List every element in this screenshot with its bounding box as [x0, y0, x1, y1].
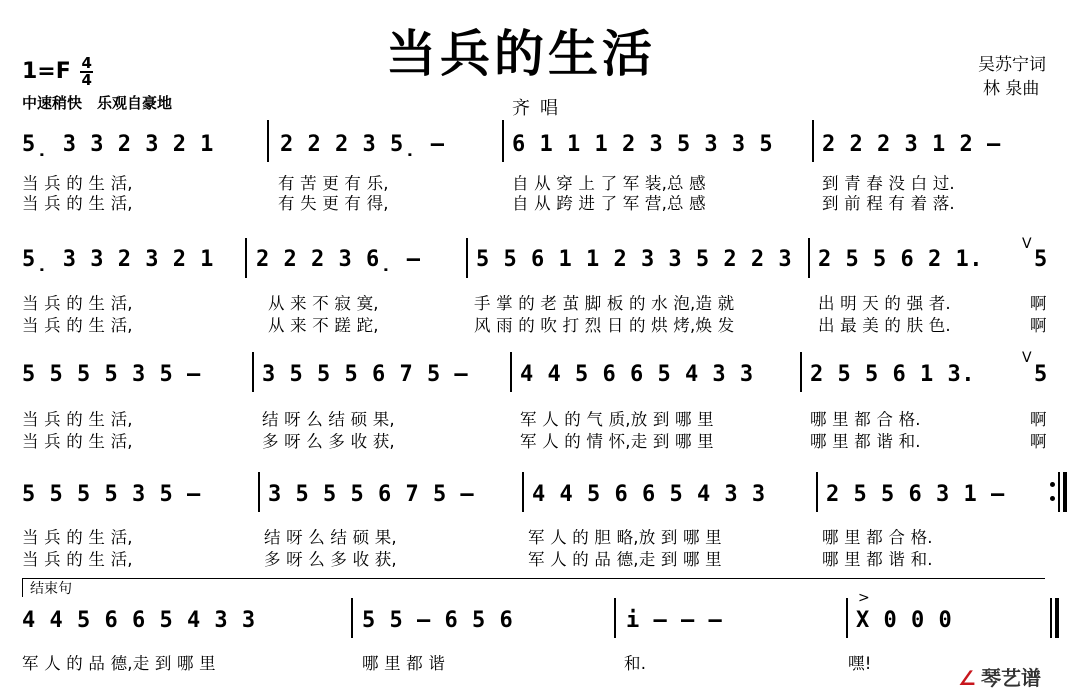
system-4-lyric-2-m1: 当 兵 的 生 活,	[22, 550, 133, 569]
breath-mark: V	[1022, 350, 1032, 366]
barline	[267, 120, 269, 162]
system-4-measure-4-notes: 2 5 5 6 3 1 –	[826, 482, 1005, 507]
system-2-lyric-2-m4: 出 最 美 的 肤 色.	[818, 316, 951, 335]
composer-credit: 林 泉曲	[983, 79, 1040, 99]
barline	[812, 120, 814, 162]
ending-label: 结束句	[30, 581, 72, 597]
song-title: 当兵的生活	[386, 25, 656, 83]
final-barline-thick	[1055, 598, 1059, 638]
system-2-measure-2-notes: 2 2 2 3 6̣ –	[256, 247, 421, 272]
system-2-lyric-2-m1: 当 兵 的 生 活,	[22, 316, 133, 335]
system-2-lyric-2-m3: 风 雨 的 吹 打 烈 日 的 烘 烤,焕 发	[474, 316, 735, 335]
barline	[252, 352, 254, 392]
barline	[808, 238, 810, 278]
system-4-measure-1-notes: 5 5 5 5 3 5 –	[22, 482, 201, 507]
barline	[846, 598, 848, 638]
system-1-measure-1-notes: 5̣ 3 3 2 3 2 1	[22, 132, 214, 157]
repeat-dot	[1050, 496, 1055, 501]
time-signature-bottom: 4	[81, 71, 92, 89]
repeat-barline-thin	[1058, 472, 1060, 512]
barline	[245, 238, 247, 278]
system-4-lyric-1-m3: 军 人 的 胆 略,放 到 哪 里	[528, 528, 722, 547]
barline	[510, 352, 512, 392]
system-2-lyric-1-m3: 手 掌 的 老 茧 脚 板 的 水 泡,造 就	[474, 294, 735, 313]
system-3-measure-4-notes: 2 5 5 6 1 3.	[810, 362, 975, 387]
system-1-measure-4-notes: 2 2 2 3 1 2 –	[822, 132, 1001, 157]
system-2-measure-1-notes: 5̣ 3 3 2 3 2 1	[22, 247, 214, 272]
system-2-measure-5-notes: 5	[1034, 247, 1048, 272]
system-4-lyric-2-m2: 多 呀 么 多 收 获,	[264, 550, 397, 569]
system-2-lyric-1-m1: 当 兵 的 生 活,	[22, 294, 133, 313]
watermark-logo-icon: ∠	[958, 666, 976, 690]
system-2-measure-4-notes: 2 5 5 6 2 1.	[818, 247, 983, 272]
barline	[816, 472, 818, 512]
system-5-lyric-m4: 嘿!	[848, 654, 872, 673]
system-3-lyric-1-m3: 军 人 的 气 质,放 到 哪 里	[520, 410, 714, 429]
system-4-lyric-1-m1: 当 兵 的 生 活,	[22, 528, 133, 547]
barline	[502, 120, 504, 162]
ending-bracket	[22, 578, 1045, 597]
system-3-measure-1-notes: 5 5 5 5 3 5 –	[22, 362, 201, 387]
system-1-measure-3-notes: 6 1 1 1 2 3 5 3 3 5	[512, 132, 774, 157]
system-4-measure-3-notes: 4 4 5 6 6 5 4 3 3	[532, 482, 766, 507]
system-5-lyric-m2: 哪 里 都 谐	[362, 654, 446, 673]
barline	[800, 352, 802, 392]
system-3-lyric-1-m1: 当 兵 的 生 活,	[22, 410, 133, 429]
repeat-dot	[1050, 482, 1055, 487]
system-5-lyric-m3: 和.	[624, 654, 647, 673]
system-1-lyric-2-m4: 到 前 程 有 着 落.	[822, 194, 955, 213]
system-1-lyric-2-m1: 当 兵 的 生 活,	[22, 194, 133, 213]
barline	[466, 238, 468, 278]
system-2-lyric-1-m4: 出 明 天 的 强 者.	[818, 294, 951, 313]
system-5-lyric-m1: 军 人 的 品 德,走 到 哪 里	[22, 654, 216, 673]
system-3-lyric-2-m4: 哪 里 都 谐 和.	[810, 432, 921, 451]
site-watermark	[958, 662, 1041, 691]
system-4-lyric-1-m4: 哪 里 都 合 格.	[822, 528, 933, 547]
system-2-lyric-1-m5: 啊	[1030, 294, 1047, 313]
system-5-measure-4-notes: X 0 0 0	[856, 608, 953, 633]
system-2-lyric-2-m2: 从 来 不 蹉 跎,	[268, 316, 379, 335]
system-5-measure-2-notes: 5 5 – 6 5 6	[362, 608, 514, 633]
key-signature	[22, 56, 93, 88]
system-5-measure-1-notes: 4 4 5 6 6 5 4 3 3	[22, 608, 256, 633]
system-1-lyric-2-m2: 有 失 更 有 得,	[278, 194, 389, 213]
system-4-lyric-2-m4: 哪 里 都 谐 和.	[822, 550, 933, 569]
tempo-marking: 中速稍快 乐观自豪地	[22, 94, 173, 112]
system-3-lyric-1-m4: 哪 里 都 合 格.	[810, 410, 921, 429]
system-2-lyric-2-m5: 啊	[1030, 316, 1047, 335]
system-4-lyric-1-m2: 结 呀 么 结 硕 果,	[264, 528, 397, 547]
system-3-measure-3-notes: 4 4 5 6 6 5 4 3 3	[520, 362, 754, 387]
system-2-lyric-1-m2: 从 来 不 寂 寞,	[268, 294, 379, 313]
repeat-barline-thick	[1063, 472, 1067, 512]
system-1-measure-2-notes: 2 2 2 3 5̣ –	[280, 132, 445, 157]
system-4-measure-2-notes: 3 5 5 5 6 7 5 –	[268, 482, 475, 507]
time-signature	[80, 56, 92, 88]
system-1-lyric-1-m3: 自 从 穿 上 了 军 装,总 感	[512, 174, 706, 193]
watermark-text: 琴艺谱	[981, 666, 1042, 690]
lyricist-credit: 吴苏宁词	[978, 55, 1046, 75]
system-3-lyric-2-m3: 军 人 的 情 怀,走 到 哪 里	[520, 432, 714, 451]
system-3-lyric-1-m2: 结 呀 么 结 硕 果,	[262, 410, 395, 429]
system-5-measure-3-notes: i – – –	[626, 608, 723, 633]
final-barline-thin	[1050, 598, 1052, 638]
system-1-lyric-2-m3: 自 从 跨 进 了 军 营,总 感	[512, 194, 706, 213]
system-1-lyric-1-m4: 到 青 春 没 白 过.	[822, 174, 955, 193]
barline	[351, 598, 353, 638]
barline	[258, 472, 260, 512]
system-3-lyric-2-m2: 多 呀 么 多 收 获,	[262, 432, 395, 451]
accent-mark: >	[858, 590, 870, 606]
system-3-lyric-2-m1: 当 兵 的 生 活,	[22, 432, 133, 451]
barline	[614, 598, 616, 638]
system-3-lyric-1-m5: 啊	[1030, 410, 1047, 429]
system-3-measure-5-notes: 5	[1034, 362, 1048, 387]
breath-mark: V	[1022, 236, 1032, 252]
system-1-lyric-1-m1: 当 兵 的 生 活,	[22, 174, 133, 193]
system-4-lyric-2-m3: 军 人 的 品 德,走 到 哪 里	[528, 550, 722, 569]
section-label: 齐唱	[512, 98, 568, 119]
system-3-measure-2-notes: 3 5 5 5 6 7 5 –	[262, 362, 469, 387]
barline	[522, 472, 524, 512]
system-1-lyric-1-m2: 有 苦 更 有 乐,	[278, 174, 389, 193]
time-signature-top: 4	[81, 54, 92, 72]
system-3-lyric-2-m5: 啊	[1030, 432, 1047, 451]
system-2-measure-3-notes: 5 5 6 1 1 2 3 3 5 2 2 3	[476, 247, 793, 272]
key-label: 1=F	[22, 59, 71, 84]
